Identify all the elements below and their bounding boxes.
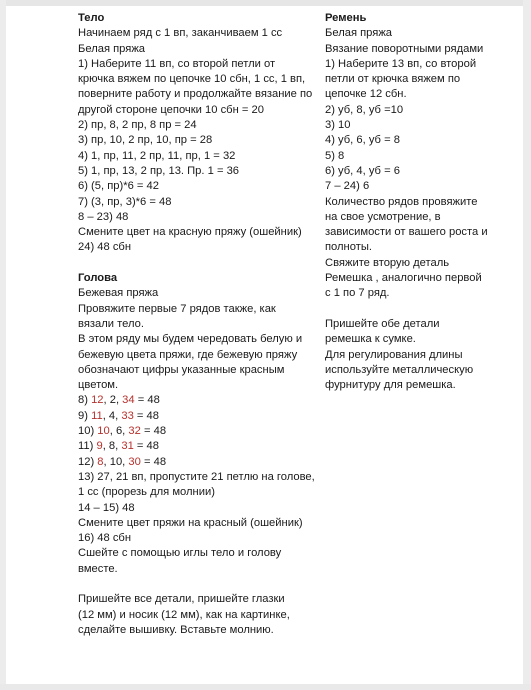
text-line: на свое усмотрение, в [325,210,441,223]
body-section-lines [78,26,318,255]
row-text: 8) [78,394,92,407]
text-line: зависимости от вашего роста и [325,226,488,239]
colored-row [78,439,318,454]
text-line: Количество рядов провяжите [325,195,478,208]
colored-row [78,409,318,424]
left-column [78,11,318,638]
text-line: 14 – 15) 48 [78,501,135,514]
text-line: Сшейте с помощью иглы тело и голову [78,547,282,560]
text-line: ремешка к сумке. [325,333,416,346]
text-line: 24) 48 сбн [78,241,132,254]
page-frame-right [523,0,531,690]
text-line: Вязание поворотными рядами [325,42,484,55]
row-text: , 2, [103,394,123,407]
text-line: 6) (5, пр)*6 = 42 [78,180,159,193]
text-line: поверните работу и продолжайте вязание по [78,88,313,101]
text-line: вместе. [78,562,118,575]
head-colored-rows [78,393,318,469]
text-line: крючка вяжем по цепочке 10 сбн, 1 сс, 1 вп, [78,73,306,86]
text-line: Пришейте все детали, пришейте глазки [78,593,285,606]
text-line: 2) уб, 8, уб =10 [325,103,404,116]
text-line: 16) 48 сбн [78,532,132,545]
beige-stitch-count: 11 [91,409,103,422]
text-line: 6) уб, 4, уб = 6 [325,164,400,177]
head-section-title: Голова [78,272,118,285]
text-line: цветом. [78,379,119,392]
text-line: (12 мм) и носик (12 мм), как на картинке, [78,608,290,621]
head-final-lines [78,592,318,638]
beige-stitch-count: 34 [122,394,135,407]
text-line: Смените цвет на красную пряжу (ошейник) [78,226,302,239]
strap-attach-lines [325,317,510,393]
spacer [78,577,318,592]
page-frame-top [0,0,531,6]
row-text: 9) [78,409,92,422]
text-line: используйте металлическую [325,363,474,376]
text-line: вязали тело. [78,317,144,330]
beige-stitch-count: 9 [96,440,103,453]
text-line: 8 – 23) 48 [78,210,129,223]
beige-stitch-count: 33 [121,409,134,422]
text-line: Смените цвет пряжи на красный (ошейник) [78,516,303,529]
text-line: сделайте вышивку. Вставьте молнию. [78,623,274,636]
text-line: 4) уб, 6, уб = 8 [325,134,400,147]
page-frame-left [0,0,6,690]
text-line: Белая пряжа [325,27,393,40]
text-line: фурнитуру для ремешка. [325,379,456,392]
beige-stitch-count: 31 [121,440,134,453]
text-line: В этом ряду мы будем чередовать белую и [78,333,303,346]
row-text: 11) [78,440,97,453]
row-text: , 10, [103,455,129,468]
strap-section-title: Ремень [325,12,367,24]
row-text: 10) [78,425,98,438]
text-line: Пришейте обе детали [325,317,440,330]
text-line: 3) пр, 10, 2 пр, 10, пр = 28 [78,134,213,147]
text-line: Для регулирования длины [325,348,463,361]
text-line: 4) 1, пр, 11, 2 пр, 11, пр, 1 = 32 [78,149,236,162]
text-line: обозначают цифры указанные красным [78,363,285,376]
text-line: бежевую цвета пряжи, где бежевую пряжу [78,348,298,361]
text-line: 1) Наберите 11 вп, со второй петли от [78,57,276,70]
text-line: с 1 по 7 ряд. [325,287,390,300]
row-text: , 8, [102,440,122,453]
text-line: Ремешка , аналогично первой [325,272,482,285]
text-line: 7 – 24) 6 [325,180,370,193]
spacer [78,256,318,271]
text-line: другой стороне цепочки 10 сбн = 20 [78,103,264,116]
text-line: 7) (3, пр, 3)*6 = 48 [78,195,172,208]
beige-stitch-count: 30 [128,455,141,468]
text-line: полноты. [325,241,372,254]
beige-stitch-count: 8 [97,455,104,468]
page-frame-bottom [0,684,531,690]
row-text: = 48 [134,394,160,407]
text-line: Начинаем ряд с 1 вп, заканчиваем 1 сс [78,27,283,40]
colored-row [78,424,318,439]
row-text: = 48 [133,440,159,453]
beige-stitch-count: 32 [128,425,141,438]
text-line: Свяжите вторую деталь [325,256,450,269]
row-text: , 4, [102,409,122,422]
beige-stitch-count: 10 [97,425,110,438]
right-column [325,11,510,393]
row-text: 12) [78,455,98,468]
body-section-title: Тело [78,12,105,24]
text-line: 1 сс (прорезь для молнии) [78,486,215,499]
row-text: , 6, [109,425,129,438]
text-line: Бежевая пряжа [78,287,159,300]
head-outro-lines [78,470,318,577]
text-line: петли от крючка вяжем по [325,73,461,86]
spacer [325,302,510,317]
text-line: 5) 8 [325,149,345,162]
colored-row [78,393,318,408]
text-line: 13) 27, 21 вп, пропустите 21 петлю на голове, [78,470,315,483]
strap-section-lines [325,26,510,301]
text-line: 3) 10 [325,119,351,132]
text-line: 2) пр, 8, 2 пр, 8 пр = 24 [78,119,197,132]
text-line: 1) Наберите 13 вп, со второй [325,57,477,70]
colored-row [78,455,318,470]
text-line: Белая пряжа [78,42,146,55]
beige-stitch-count: 12 [91,394,104,407]
text-line: 5) 1, пр, 13, 2 пр, 13. Пр. 1 = 36 [78,164,240,177]
row-text: = 48 [133,409,159,422]
row-text: = 48 [140,425,167,438]
row-text: = 48 [140,455,167,468]
text-line: Провяжите первые 7 рядов также, как [78,302,276,315]
text-line: цепочке 12 сбн. [325,88,407,101]
head-intro-lines [78,286,318,393]
